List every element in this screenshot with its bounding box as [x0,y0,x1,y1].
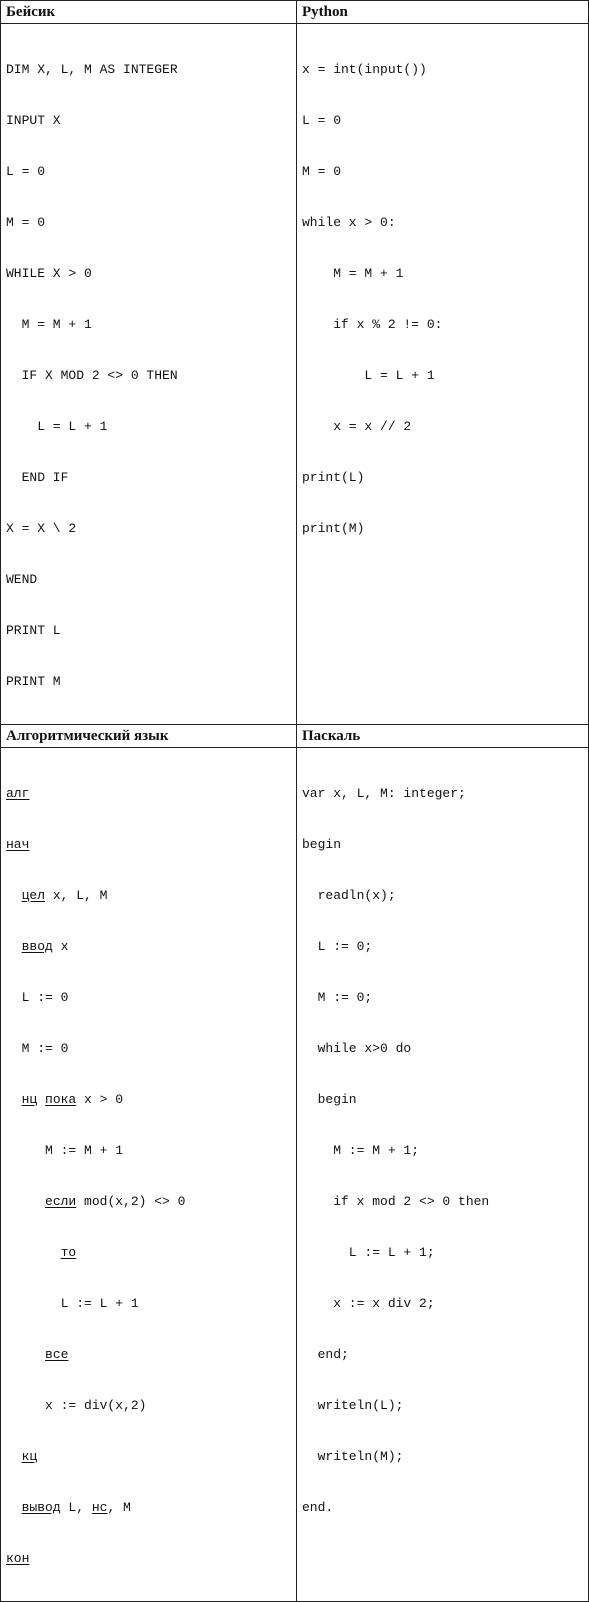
pascal-line: writeln(M); [302,1449,404,1464]
python-line: x = x // 2 [302,419,412,434]
algo-line [6,1193,296,1210]
pascal-header: Паскаль [297,725,589,748]
algo-code [1,748,297,1602]
algo-line [6,1448,296,1465]
basic-line: INPUT X [6,113,61,128]
basic-line: WHILE X > 0 [6,266,92,281]
python-line: print(L) [302,470,365,485]
code-text: M := 0 [21,1041,69,1056]
pascal-line: if x mod 2 <> 0 then [302,1194,490,1209]
keyword-tsel: цел [21,888,46,903]
pascal-line: while x>0 do [302,1041,412,1056]
code-text: L, [60,1500,92,1515]
algo-line [6,1040,296,1057]
python-line: print(M) [302,521,365,536]
code-text: , M [107,1500,131,1515]
keyword-ns: нс [91,1500,108,1515]
basic-line: DIM X, L, M AS INTEGER [6,62,178,77]
code-text: L := 0 [21,990,69,1005]
python-line: L = 0 [302,113,342,128]
basic-line: L = L + 1 [6,419,108,434]
algo-line [6,887,296,904]
keyword-vse: все [45,1347,69,1362]
keyword-kts: кц [21,1449,38,1464]
code-text: x > 0 [76,1092,124,1107]
keyword-kon: кон [6,1551,30,1566]
pascal-line: begin [302,1092,357,1107]
pascal-line: end. [302,1500,334,1515]
keyword-poka: пока [45,1092,77,1107]
basic-line: X = X \ 2 [6,521,77,536]
algo-line [6,836,296,853]
algo-line [6,1550,296,1567]
algo-line [6,989,296,1006]
algo-line [6,1397,296,1414]
keyword-esli: если [45,1194,77,1209]
basic-line: END IF [6,470,69,485]
pascal-line: var x, L, M: integer; [302,786,466,801]
basic-line: WEND [6,572,38,587]
basic-line: M = 0 [6,215,46,230]
python-header: Python [297,1,589,24]
algo-line [6,938,296,955]
code-text: x := div(x,2) [45,1398,147,1413]
code-text: x, L, M [45,888,108,903]
keyword-nach: нач [6,837,30,852]
algo-line [6,1142,296,1159]
pascal-line: L := 0; [302,939,373,954]
python-line: x = int(input()) [302,62,427,77]
pascal-line: writeln(L); [302,1398,404,1413]
algo-line [6,1499,296,1516]
keyword-vyvod: вывод [21,1500,61,1515]
algo-header: Алгоритмический язык [1,725,297,748]
code-text: L := L + 1 [60,1296,139,1311]
python-line: while x > 0: [302,215,396,230]
algo-line [6,1244,296,1261]
pascal-line: end; [302,1347,349,1362]
algo-line [6,785,296,802]
code-text: mod(x,2) <> 0 [76,1194,186,1209]
basic-line: M = M + 1 [6,317,92,332]
python-line: M = M + 1 [302,266,404,281]
keyword-alg: алг [6,786,30,801]
algo-line [6,1295,296,1312]
basic-code [1,24,297,725]
python-line: L = L + 1 [302,368,435,383]
algo-line [6,1346,296,1363]
keyword-to: то [60,1245,77,1260]
keyword-vvod: ввод [21,939,53,954]
pascal-line: readln(x); [302,888,396,903]
code-text: M := M + 1 [45,1143,124,1158]
code-text: x [52,939,69,954]
basic-line: PRINT L [6,623,61,638]
basic-line: IF X MOD 2 <> 0 THEN [6,368,178,383]
pascal-line: x := x div 2; [302,1296,435,1311]
algo-line [6,1091,296,1108]
pascal-line: begin [302,837,342,852]
python-line: if x % 2 != 0: [302,317,443,332]
pascal-line: M := M + 1; [302,1143,420,1158]
python-line: M = 0 [302,164,342,179]
pascal-line: L := L + 1; [302,1245,435,1260]
keyword-nts: нц [21,1092,38,1107]
pascal-line: M := 0; [302,990,373,1005]
basic-line: PRINT M [6,674,61,689]
basic-line: L = 0 [6,164,46,179]
python-code [297,24,589,725]
basic-header: Бейсик [1,1,297,24]
pascal-code [297,748,589,1602]
